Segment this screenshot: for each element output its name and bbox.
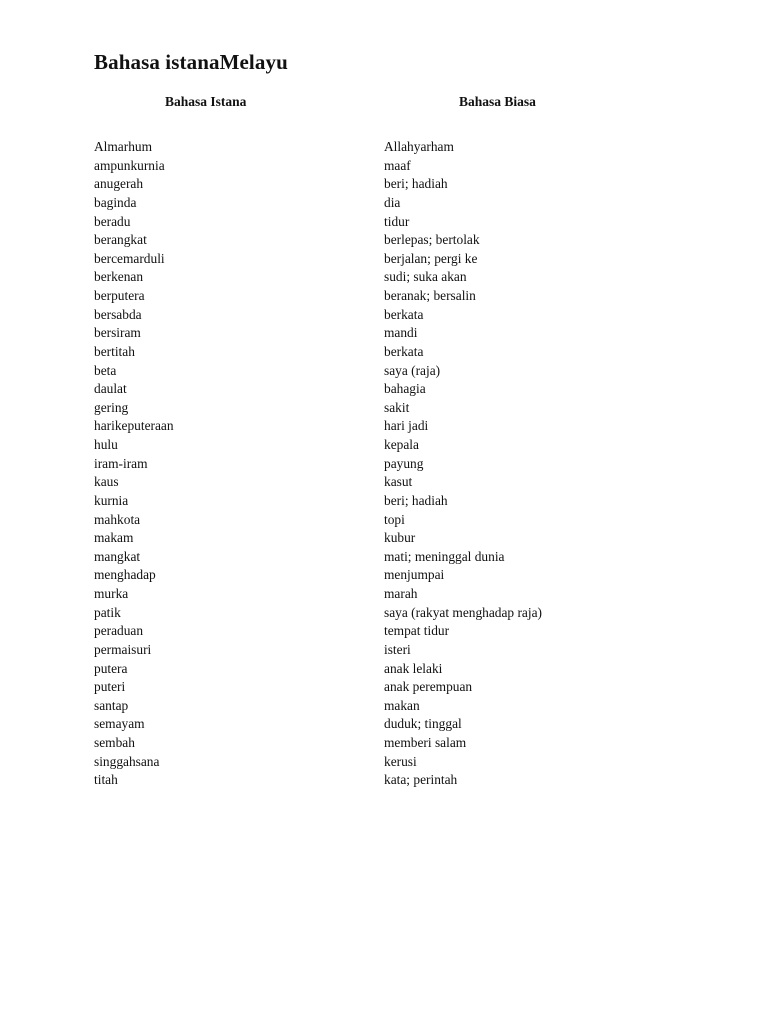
word-bahasa-istana: Almarhum bbox=[94, 139, 153, 154]
word-bahasa-istana: beradu bbox=[94, 213, 131, 229]
list-item bbox=[0, 287, 768, 306]
list-item bbox=[0, 511, 768, 530]
word-bahasa-istana: hulu bbox=[94, 437, 118, 452]
word-bahasa-istana: berputera bbox=[94, 288, 145, 303]
word-bahasa-biasa: bahagia bbox=[384, 381, 426, 397]
word-bahasa-biasa: berjalan; pergi ke bbox=[384, 250, 478, 266]
word-bahasa-istana: permaisuri bbox=[94, 641, 152, 657]
page-title: Bahasa istanaMelayu bbox=[94, 50, 288, 74]
word-bahasa-istana: mangkat bbox=[94, 548, 141, 564]
word-bahasa-istana: mahkota bbox=[94, 511, 141, 527]
word-bahasa-istana: iram-iram bbox=[94, 455, 148, 471]
list-item bbox=[0, 641, 768, 660]
word-bahasa-biasa: kerusi bbox=[384, 753, 417, 769]
word-bahasa-biasa: sakit bbox=[384, 399, 410, 415]
list-item bbox=[0, 548, 768, 567]
word-bahasa-istana: kurnia bbox=[94, 492, 129, 508]
word-bahasa-biasa: duduk; tinggal bbox=[384, 716, 462, 732]
word-bahasa-biasa: hari jadi bbox=[384, 418, 429, 434]
list-item bbox=[0, 492, 768, 511]
word-bahasa-biasa: kata; perintah bbox=[384, 772, 458, 788]
word-bahasa-biasa: beri; hadiah bbox=[384, 492, 448, 508]
list-item bbox=[0, 362, 768, 381]
word-bahasa-biasa: isteri bbox=[384, 641, 411, 657]
word-bahasa-biasa: mandi bbox=[384, 325, 418, 341]
list-item bbox=[0, 604, 768, 623]
word-bahasa-istana: titah bbox=[94, 772, 118, 788]
list-item bbox=[0, 268, 768, 287]
list-item bbox=[0, 250, 768, 269]
word-bahasa-biasa: beri; hadiah bbox=[384, 176, 448, 192]
word-bahasa-biasa: kasut bbox=[384, 474, 413, 490]
word-bahasa-biasa: makan bbox=[384, 697, 420, 713]
word-bahasa-istana: bersabda bbox=[94, 306, 142, 322]
list-item bbox=[0, 380, 768, 399]
word-bahasa-istana: patik bbox=[94, 604, 121, 620]
list-item bbox=[0, 231, 768, 250]
list-item bbox=[0, 734, 768, 753]
list-item bbox=[0, 399, 768, 418]
word-bahasa-istana: menghadap bbox=[94, 567, 156, 583]
word-bahasa-biasa: kepala bbox=[384, 437, 419, 452]
word-bahasa-istana: putera bbox=[94, 660, 128, 676]
list-item bbox=[0, 715, 768, 734]
word-bahasa-biasa: menjumpai bbox=[384, 567, 445, 583]
column-header-bahasa-istana: Bahasa Istana bbox=[165, 94, 247, 109]
word-bahasa-biasa: payung bbox=[384, 455, 424, 471]
word-bahasa-biasa: saya (raja) bbox=[384, 362, 441, 378]
word-bahasa-istana: murka bbox=[94, 586, 129, 601]
word-bahasa-biasa: kubur bbox=[384, 530, 416, 546]
list-item bbox=[0, 529, 768, 548]
list-item bbox=[0, 697, 768, 716]
list-item bbox=[0, 622, 768, 641]
word-bahasa-biasa: mati; meninggal dunia bbox=[384, 548, 505, 564]
word-bahasa-biasa: tidur bbox=[384, 213, 410, 229]
word-list bbox=[0, 138, 768, 790]
list-item bbox=[0, 455, 768, 474]
list-item bbox=[0, 343, 768, 362]
word-bahasa-biasa: maaf bbox=[384, 157, 411, 173]
word-bahasa-biasa: sudi; suka akan bbox=[384, 269, 467, 285]
word-bahasa-istana: beta bbox=[94, 362, 117, 378]
list-item bbox=[0, 324, 768, 343]
column-header-bahasa-biasa: Bahasa Biasa bbox=[459, 94, 536, 109]
word-bahasa-istana: bercemarduli bbox=[94, 250, 165, 266]
word-bahasa-biasa: tempat tidur bbox=[384, 623, 450, 639]
list-item bbox=[0, 194, 768, 213]
list-item bbox=[0, 566, 768, 585]
word-bahasa-istana: anugerah bbox=[94, 176, 144, 192]
word-bahasa-biasa: marah bbox=[384, 586, 418, 601]
word-bahasa-istana: gering bbox=[94, 399, 129, 415]
list-item bbox=[0, 473, 768, 492]
list-item bbox=[0, 213, 768, 232]
list-item bbox=[0, 753, 768, 772]
word-bahasa-istana: harikeputeraan bbox=[94, 418, 174, 434]
word-bahasa-biasa: dia bbox=[384, 194, 401, 210]
word-bahasa-istana: bersiram bbox=[94, 325, 141, 341]
word-bahasa-istana: puteri bbox=[94, 679, 126, 695]
word-bahasa-istana: sembah bbox=[94, 735, 135, 750]
word-bahasa-istana: berkenan bbox=[94, 269, 144, 285]
word-bahasa-istana: santap bbox=[94, 697, 129, 713]
word-bahasa-biasa: topi bbox=[384, 511, 405, 527]
list-item bbox=[0, 175, 768, 194]
word-bahasa-biasa: Allahyarham bbox=[384, 139, 454, 154]
word-bahasa-istana: kaus bbox=[94, 474, 119, 490]
word-bahasa-biasa: saya (rakyat menghadap raja) bbox=[384, 604, 543, 620]
word-bahasa-istana: daulat bbox=[94, 381, 127, 397]
word-bahasa-istana: berangkat bbox=[94, 232, 147, 248]
list-item bbox=[0, 771, 768, 790]
word-bahasa-biasa: berkata bbox=[384, 306, 424, 322]
word-bahasa-biasa: memberi salam bbox=[384, 735, 467, 750]
word-bahasa-biasa: anak lelaki bbox=[384, 660, 443, 676]
list-item bbox=[0, 138, 768, 157]
list-item bbox=[0, 306, 768, 325]
word-bahasa-istana: semayam bbox=[94, 716, 145, 732]
word-bahasa-biasa: beranak; bersalin bbox=[384, 288, 476, 303]
word-bahasa-istana: ampunkurnia bbox=[94, 157, 165, 173]
word-bahasa-istana: baginda bbox=[94, 194, 137, 210]
word-bahasa-istana: bertitah bbox=[94, 343, 135, 359]
word-bahasa-istana: singgahsana bbox=[94, 753, 160, 769]
word-bahasa-istana: peraduan bbox=[94, 623, 144, 639]
word-bahasa-biasa: anak perempuan bbox=[384, 679, 473, 695]
word-bahasa-istana: makam bbox=[94, 530, 134, 546]
list-item bbox=[0, 678, 768, 697]
word-bahasa-biasa: berlepas; bertolak bbox=[384, 232, 480, 248]
word-bahasa-biasa: berkata bbox=[384, 343, 424, 359]
list-item bbox=[0, 436, 768, 455]
list-item bbox=[0, 157, 768, 176]
list-item bbox=[0, 660, 768, 679]
list-item bbox=[0, 585, 768, 604]
list-item bbox=[0, 417, 768, 436]
